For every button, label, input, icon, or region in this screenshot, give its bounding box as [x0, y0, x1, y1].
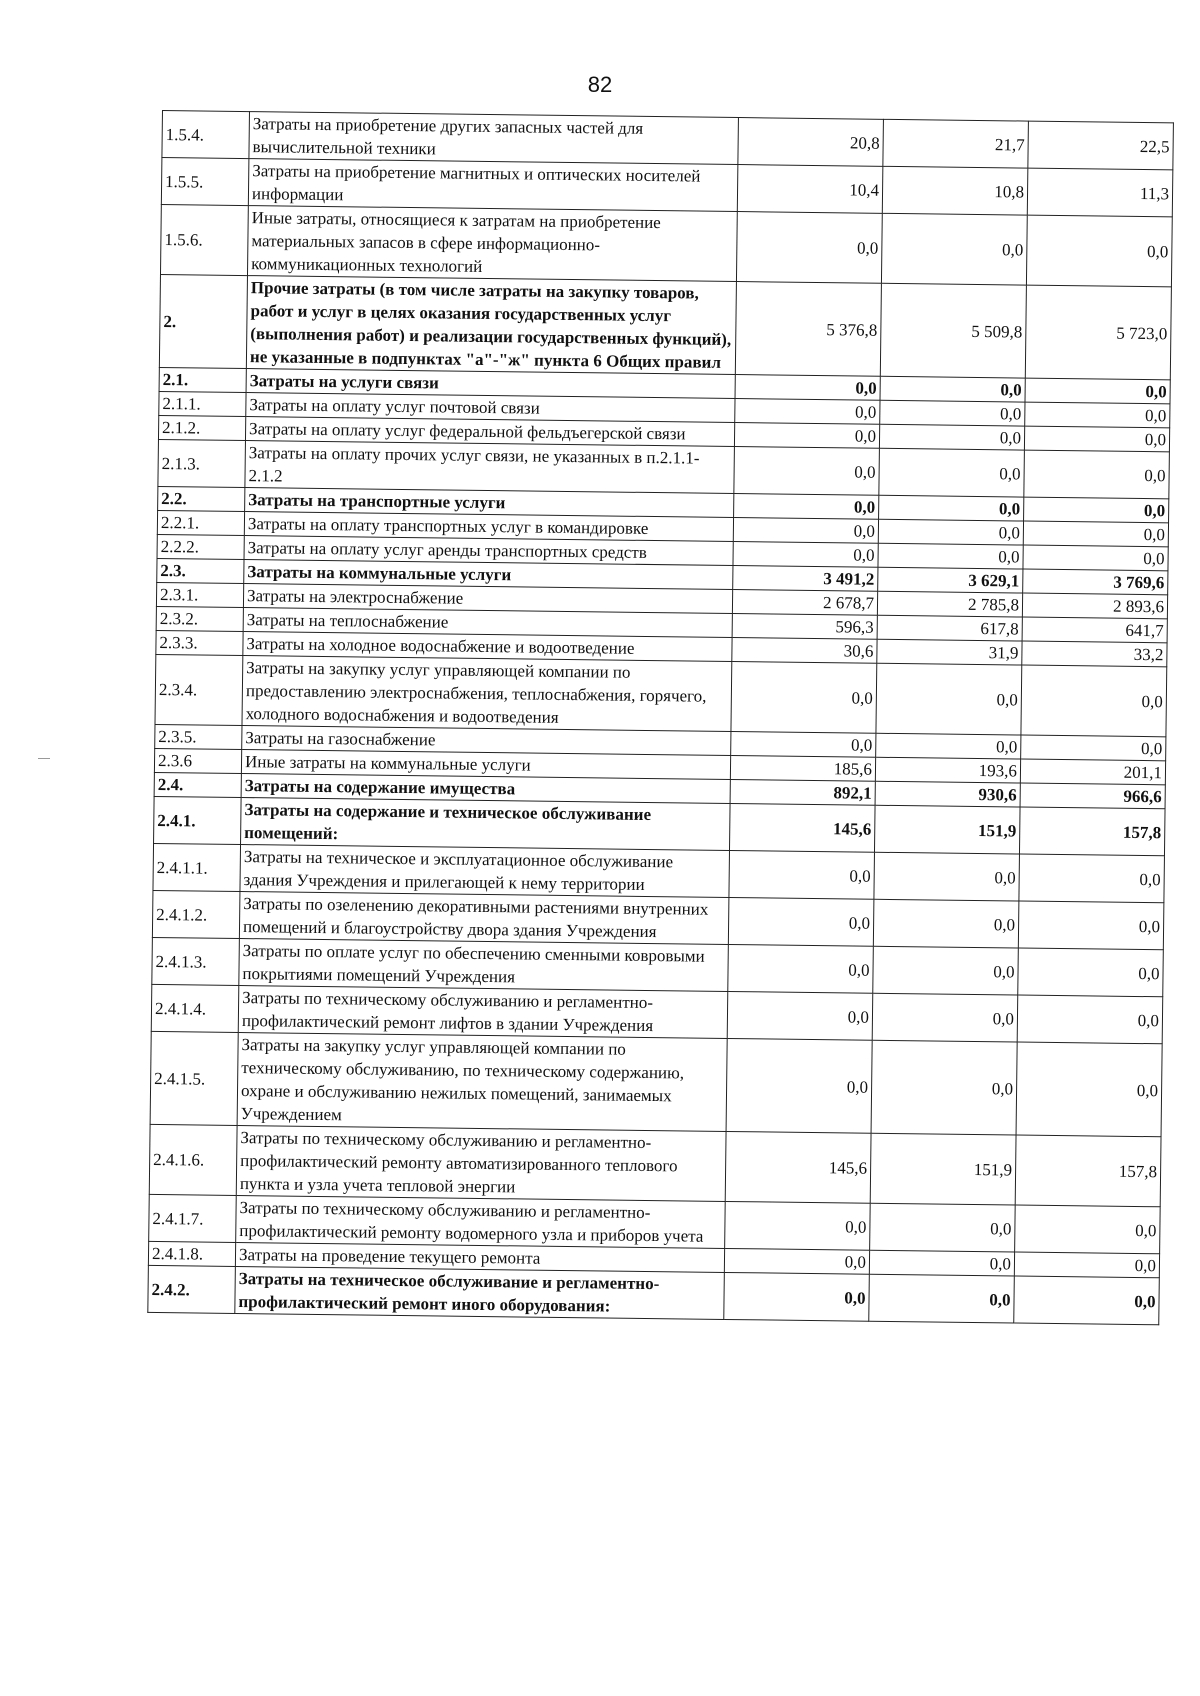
row-value-3: 0,0	[1023, 545, 1168, 571]
table-row	[150, 1031, 1162, 1136]
row-code: 2.3.	[157, 558, 244, 583]
row-value-2: 0,0	[880, 376, 1025, 402]
row-value-1: 0,0	[735, 399, 880, 425]
row-value-1: 0,0	[734, 447, 880, 496]
row-value-3: 0,0	[1025, 378, 1170, 404]
row-code: 2.4.1.3.	[152, 937, 240, 985]
row-code: 2.	[159, 274, 247, 368]
row-value-3: 157,8	[1019, 807, 1165, 856]
row-value-1: 0,0	[733, 518, 878, 544]
row-code: 2.3.5.	[155, 724, 242, 749]
row-name: Затраты на коммунальные услуги	[244, 560, 733, 590]
row-value-2: 151,9	[874, 805, 1020, 854]
row-code: 2.3.6	[154, 748, 241, 773]
row-value-1: 0,0	[726, 1038, 872, 1133]
row-name: Затраты на оплату прочих услуг связи, не указанных в п.2.1.1-2.1.2	[245, 441, 735, 494]
row-value-3: 0,0	[1014, 1252, 1159, 1278]
row-code: 2.1.3.	[158, 439, 246, 487]
row-code: 2.3.1.	[156, 582, 243, 607]
row-value-1: 0,0	[725, 1201, 871, 1250]
row-value-1: 145,6	[729, 803, 875, 852]
row-name: Затраты по техническому обслуживанию и регламентно-профилактический ремонту водомерного узла и приборов учета	[236, 1195, 726, 1248]
row-value-1: 145,6	[725, 1131, 871, 1203]
row-name: Затраты на теплоснабжение	[243, 608, 732, 638]
row-value-1: 5 376,8	[735, 282, 881, 377]
row-value-3: 0,0	[1017, 995, 1163, 1044]
row-name: Затраты по оплате услуг по обеспечению сменными ковровыми покрытиями помещений Учреждения	[239, 939, 729, 992]
row-code: 1.5.4.	[162, 111, 250, 159]
row-value-2: 10,8	[882, 166, 1028, 215]
row-value-3: 0,0	[1024, 450, 1170, 499]
row-value-1: 0,0	[731, 731, 876, 757]
row-name: Затраты на холодное водоснабжение и водоотведение	[243, 632, 732, 662]
row-value-2: 0,0	[873, 946, 1019, 995]
row-value-2: 0,0	[880, 400, 1025, 426]
row-name: Затраты на техническое обслуживание и регламентно-профилактический ремонт иного оборудования:	[235, 1266, 725, 1319]
row-value-2: 5 509,8	[880, 283, 1026, 378]
row-value-1: 0,0	[731, 662, 877, 734]
table-row	[160, 204, 1172, 286]
row-value-3: 0,0	[1019, 854, 1165, 903]
row-value-1: 0,0	[733, 542, 878, 568]
row-name: Затраты на услуги связи	[246, 369, 735, 399]
row-code: 2.2.1.	[157, 510, 244, 535]
row-name: Иные затраты, относящиеся к затратам на приобретение материальных запасов в сфере информационно-коммуникационных технологий	[247, 206, 737, 282]
row-value-2: 0,0	[879, 424, 1024, 450]
row-value-1: 0,0	[724, 1248, 869, 1274]
row-value-3: 641,7	[1022, 617, 1167, 643]
row-code: 2.4.1.4.	[151, 984, 239, 1032]
row-value-3: 0,0	[1025, 402, 1170, 428]
row-value-3: 3 769,6	[1023, 569, 1168, 595]
row-name: Затраты по озеленению декоративными растениями внутренних помещений и благоустройству двора здания Учреждения	[239, 892, 729, 945]
row-value-3: 966,6	[1020, 783, 1165, 809]
row-code: 2.4.1.7.	[149, 1194, 237, 1242]
row-name: Затраты на транспортные услуги	[245, 488, 734, 518]
row-code: 1.5.6.	[160, 204, 248, 275]
row-code: 2.4.	[154, 772, 241, 797]
table-row	[155, 654, 1167, 736]
row-value-2: 0,0	[874, 852, 1020, 901]
row-name: Затраты на содержание имущества	[241, 774, 730, 804]
row-value-1: 0,0	[729, 850, 875, 899]
row-value-2: 0,0	[873, 899, 1019, 948]
row-value-3: 0,0	[1016, 1042, 1162, 1137]
row-value-3: 0,0	[1014, 1276, 1160, 1325]
row-code: 2.2.2.	[157, 534, 244, 559]
row-value-1: 0,0	[724, 1272, 870, 1321]
row-value-2: 0,0	[869, 1274, 1015, 1323]
row-code: 2.4.1.5.	[150, 1031, 238, 1125]
row-value-2: 0,0	[879, 495, 1024, 521]
row-code: 2.4.1.	[154, 796, 242, 844]
row-value-1: 0,0	[736, 212, 882, 284]
row-value-3: 0,0	[1024, 497, 1169, 523]
row-value-2: 930,6	[875, 781, 1020, 807]
row-value-3: 33,2	[1022, 641, 1167, 667]
row-name: Затраты на газоснабжение	[242, 726, 731, 756]
row-value-3: 0,0	[1021, 735, 1166, 761]
row-value-2: 0,0	[879, 448, 1025, 497]
row-name: Затраты на оплату транспортных услуг в командировке	[244, 512, 733, 542]
row-name: Прочие затраты (в том числе затраты на закупку товаров, работ и услуг в целях оказания государственных услуг (выполнения работ) и реализации государственных функций), не указанные в подпунктах "а"-"ж" пункта 6 Общих правил	[246, 276, 736, 375]
row-value-2: 3 629,1	[878, 567, 1023, 593]
row-code: 2.4.2.	[148, 1265, 236, 1313]
row-value-3: 201,1	[1020, 759, 1165, 785]
row-name: Затраты на оплату услуг почтовой связи	[246, 393, 735, 423]
row-code: 2.3.4.	[155, 654, 243, 725]
cost-table-container	[147, 110, 1170, 1325]
row-value-3: 157,8	[1015, 1135, 1161, 1207]
row-name: Затраты на оплату услуг федеральной фельдъегерской связи	[245, 417, 734, 447]
row-value-1: 0,0	[735, 375, 880, 401]
row-value-1: 0,0	[734, 423, 879, 449]
row-value-3: 0,0	[1026, 215, 1172, 287]
row-value-2: 0,0	[881, 213, 1027, 285]
row-value-3: 5 723,0	[1025, 285, 1171, 380]
row-value-1: 892,1	[730, 779, 875, 805]
row-name: Затраты на электроснабжение	[243, 584, 732, 614]
row-value-3: 0,0	[1024, 426, 1169, 452]
row-value-1: 0,0	[734, 494, 879, 520]
row-code: 2.1.2.	[158, 415, 245, 440]
row-value-3: 0,0	[1018, 948, 1164, 997]
table-row	[149, 1124, 1161, 1206]
row-value-2: 0,0	[871, 1040, 1017, 1135]
row-value-2: 0,0	[876, 663, 1022, 735]
row-value-1: 0,0	[728, 897, 874, 946]
row-code: 2.2.	[158, 486, 245, 511]
row-code: 2.3.2.	[156, 606, 243, 631]
row-name: Затраты на закупку услуг управляющей компании по предоставлению электроснабжения, теплоснабжения, горячего, холодного водоснабжения и водоотведения	[242, 656, 732, 732]
row-value-2: 0,0	[878, 519, 1023, 545]
row-name: Затраты на приобретение других запасных частей для вычислительной техники	[249, 112, 739, 165]
row-name: Затраты по техническому обслуживанию и регламентно-профилактический ремонту автоматизированного теплового пункта и узла учета тепловой энергии	[236, 1125, 726, 1201]
row-value-2: 193,6	[875, 757, 1020, 783]
row-code: 2.1.	[159, 367, 246, 392]
row-value-1: 30,6	[732, 638, 877, 664]
row-value-3: 0,0	[1018, 901, 1164, 950]
row-code: 2.3.3.	[156, 630, 243, 655]
row-value-1: 596,3	[732, 614, 877, 640]
row-value-2: 0,0	[876, 733, 1021, 759]
row-code: 2.4.1.1.	[153, 843, 241, 891]
row-value-2: 21,7	[883, 119, 1029, 168]
row-value-3: 11,3	[1027, 168, 1173, 217]
row-code: 2.4.1.6.	[149, 1124, 237, 1195]
table-row	[159, 274, 1171, 379]
row-value-3: 22,5	[1028, 121, 1174, 170]
row-name: Затраты на приобретение магнитных и оптических носителей информации	[248, 159, 738, 212]
row-value-2: 31,9	[877, 639, 1022, 665]
row-value-2: 0,0	[870, 1203, 1016, 1252]
row-value-2: 0,0	[869, 1250, 1014, 1276]
row-value-2: 151,9	[870, 1133, 1016, 1205]
page-number: 82	[587, 72, 613, 97]
row-value-2: 617,8	[877, 615, 1022, 641]
row-value-1: 3 491,2	[733, 566, 878, 592]
row-value-3: 0,0	[1023, 521, 1168, 547]
cost-table	[147, 110, 1174, 1325]
row-name: Затраты по техническому обслуживанию и регламентно-профилактический ремонт лифтов в здании Учреждения	[238, 986, 728, 1039]
row-value-1: 0,0	[727, 991, 873, 1040]
row-code: 2.1.1.	[159, 391, 246, 416]
row-value-2: 0,0	[872, 993, 1018, 1042]
row-value-3: 0,0	[1021, 665, 1167, 737]
scan-mark	[38, 758, 50, 759]
row-name: Затраты на техническое и эксплуатационное обслуживание здания Учреждения и прилегающей к нему территории	[240, 845, 730, 898]
row-value-3: 0,0	[1015, 1205, 1161, 1254]
row-name: Затраты на оплату услуг аренды транспортных средств	[244, 536, 733, 566]
row-value-3: 2 893,6	[1022, 593, 1167, 619]
row-value-2: 2 785,8	[877, 591, 1022, 617]
row-name: Иные затраты на коммунальные услуги	[241, 750, 730, 780]
row-value-1: 0,0	[728, 944, 874, 993]
row-code: 1.5.5.	[161, 158, 249, 206]
row-name: Затраты на содержание и техническое обслуживание помещений:	[241, 798, 731, 851]
row-value-1: 20,8	[738, 118, 884, 167]
row-name: Затраты на проведение текущего ремонта	[235, 1242, 724, 1272]
row-value-2: 0,0	[878, 543, 1023, 569]
cost-table-body	[148, 111, 1174, 1325]
row-value-1: 2 678,7	[732, 590, 877, 616]
row-code: 2.4.1.2.	[152, 890, 240, 938]
row-value-1: 10,4	[737, 165, 883, 214]
row-name: Затраты на закупку услуг управляющей компании по техническому обслуживанию, по техническому содержанию, охране и обслуживанию нежилых помещений, занимаемых Учреждением	[237, 1033, 727, 1132]
row-value-1: 185,6	[730, 755, 875, 781]
row-code: 2.4.1.8.	[148, 1241, 235, 1266]
